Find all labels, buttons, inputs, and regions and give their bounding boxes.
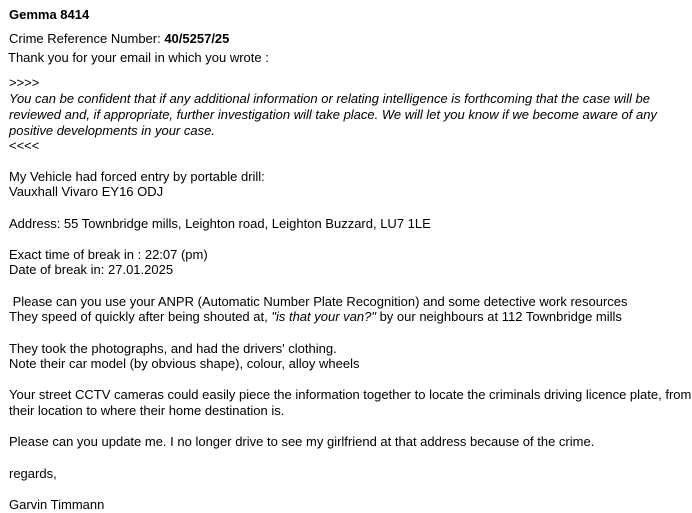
- break-in-date: Date of break in: 27.01.2025: [9, 262, 174, 277]
- sped-off-line: [9, 309, 622, 325]
- update-request: Please can you update me. I no longer drive to see my girlfriend at that address because of the crime.: [9, 434, 595, 449]
- quote-open-marker: >>>>: [9, 75, 40, 90]
- sped-off-suffix: by our neighbours at 112 Townbridge mills: [375, 309, 622, 324]
- signature: Garvin Timmann: [9, 497, 105, 512]
- crime-reference: [9, 31, 229, 47]
- anpr-request: Please can you use your ANPR (Automatic Number Plate Recognition) and some detective work resources: [9, 294, 628, 309]
- car-model-line: Note their car model (by obvious shape), colour, alloy wheels: [9, 356, 360, 371]
- cctv-paragraph: Your street CCTV cameras could easily piece the information together to locate the criminals driving licence plate, from their location to where their home destination is.: [9, 387, 692, 418]
- intro-text: Thank you for your email in which you wrote :: [8, 50, 269, 65]
- break-in-time: Exact time of break in : 22:07 (pm): [9, 247, 208, 262]
- regards: regards,: [9, 466, 57, 481]
- sender-name: Gemma 8414: [9, 7, 90, 22]
- quote-close-marker: <<<<: [9, 138, 40, 153]
- photos-line: They took the photographs, and had the drivers' clothing.: [9, 341, 337, 356]
- sped-off-quote: "is that your van?": [271, 309, 376, 324]
- crime-reference-number: 40/5257/25: [164, 31, 230, 46]
- address-line: Address: 55 Townbridge mills, Leighton road, Leighton Buzzard, LU7 1LE: [9, 216, 431, 231]
- quoted-reply: You can be confident that if any additional information or relating intelligence is forthcoming that the case will be reviewed and, if appropriate, further investigation will take place. We will let you know if we become aware of any positive developments in your case.: [9, 91, 657, 138]
- vehicle-line-1: My Vehicle had forced entry by portable drill:: [9, 169, 265, 184]
- sped-off-prefix: They speed of quickly after being shouted at,: [9, 309, 272, 324]
- crime-reference-label: Crime Reference Number:: [9, 31, 165, 46]
- vehicle-line-2: Vauxhall Vivaro EY16 ODJ: [9, 184, 164, 199]
